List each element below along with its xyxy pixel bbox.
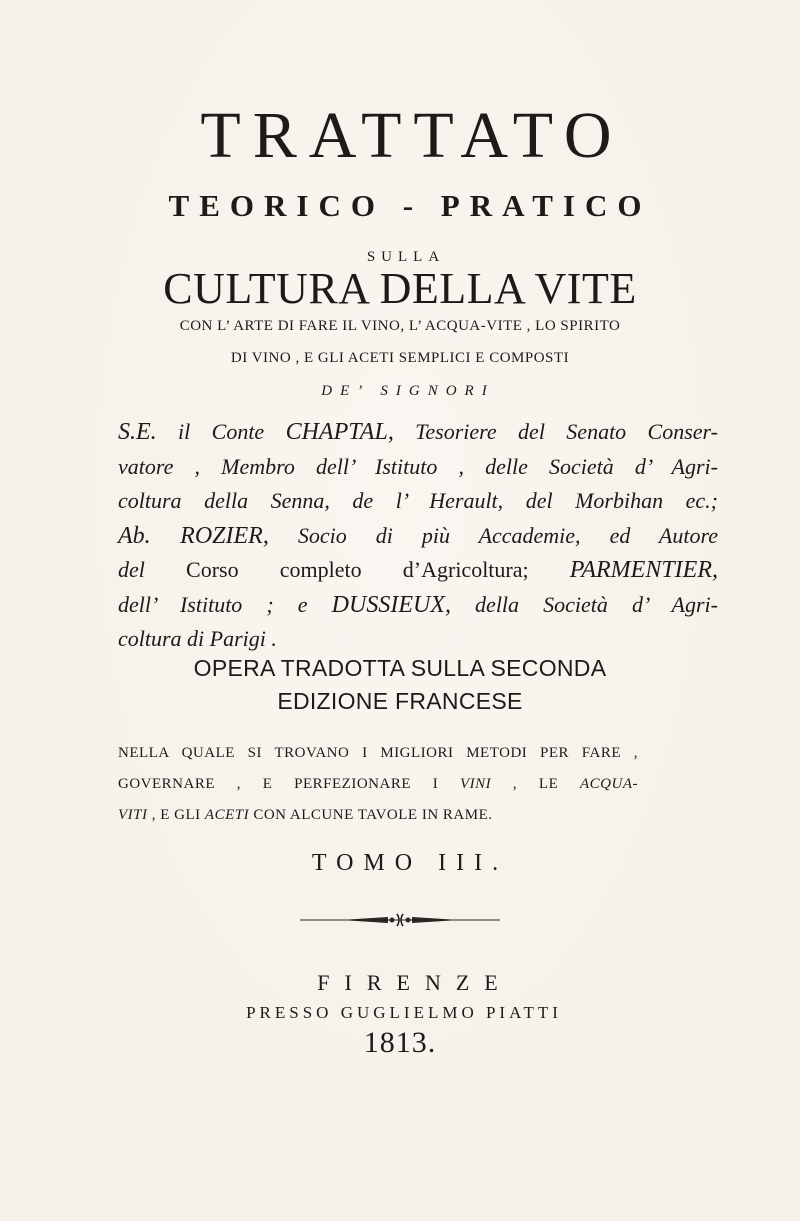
authors-line-7: coltura di Parigi . (118, 626, 277, 651)
imprint-year: 1813. (363, 1026, 437, 1059)
imprint-printer: PRESSO GUGLIELMO PIATTI (246, 1003, 562, 1022)
contents-italic: VITI (118, 807, 148, 823)
authors-text: Accademie, ed Autore (478, 522, 718, 548)
de-signori-line: DE’ SIGNORI (321, 383, 495, 399)
contents-italic: ACQUA- (580, 776, 638, 792)
volume-number: TOMO III. (311, 850, 509, 876)
authors-text-roman: Corso completo d’Agricoltura; (144, 557, 570, 582)
translation-note-line-1: OPERA TRADOTTA SULLA SECONDA (193, 655, 607, 681)
authors-text: il Conte (156, 419, 286, 444)
contents-text: GOVERNARE , E PERFEZIONARE I (118, 776, 460, 792)
sulla-line: SULLA (366, 249, 446, 265)
subtitle: TEORICO - PRATICO (168, 188, 652, 223)
authors-line-1 (118, 415, 718, 450)
authors-text: dell’ Istituto ; e (118, 591, 332, 617)
authors-line-5 (118, 553, 718, 588)
authors-text: Socio di più (268, 522, 479, 548)
main-title: TRATTATO (200, 99, 624, 172)
contents-italic: ACETI (204, 807, 250, 823)
contents-text: CON ALCUNE TAVOLE IN RAME. (249, 807, 493, 823)
authors-block (118, 415, 718, 657)
author-name-chaptal: CHAPTAL, (285, 419, 394, 445)
rule-ornament-icon (300, 910, 500, 930)
authors-text: della Società d’ Agri- (450, 591, 718, 617)
authors-text: Tesoriere del Senato Conser- (393, 419, 718, 444)
author-name-parmentier: PARMENTIER, (569, 557, 718, 583)
authors-title: S.E. (118, 419, 157, 445)
authors-line-2: vatore , Membro dell’ Istituto , delle Società d’ Agri- (118, 453, 718, 479)
contents-text: , LE (491, 776, 580, 792)
authors-line-3: coltura della Senna, de l’ Herault, del Morbihan ec.; (118, 488, 718, 513)
contents-line-3 (118, 807, 493, 824)
contents-text: , E GLI (147, 807, 205, 823)
subject-description-line-1: CON L’ ARTE DI FARE IL VINO, L’ ACQUA-VITE , LO SPIRITO (179, 318, 621, 334)
subject-description-line-2: DI VINO , E GLI ACETI SEMPLICI E COMPOSTI (230, 350, 570, 366)
authors-line-6 (118, 588, 718, 623)
translation-note-line-2: EDIZIONE FRANCESE (277, 688, 523, 714)
authors-line-4 (118, 519, 718, 554)
subject-title: CULTURA DELLA VITE (163, 264, 637, 313)
author-name-rozier: Ab. ROZIER, (118, 522, 269, 549)
imprint-city: FIRENZE (317, 970, 513, 995)
authors-text: del (118, 557, 145, 582)
contents-italic: VINI (460, 776, 492, 792)
contents-line-2 (118, 776, 638, 793)
author-name-dussieux: DUSSIEUX, (331, 591, 451, 618)
contents-line-1: NELLA QUALE SI TROVANO I MIGLIORI METODI PER FARE , (118, 745, 638, 761)
